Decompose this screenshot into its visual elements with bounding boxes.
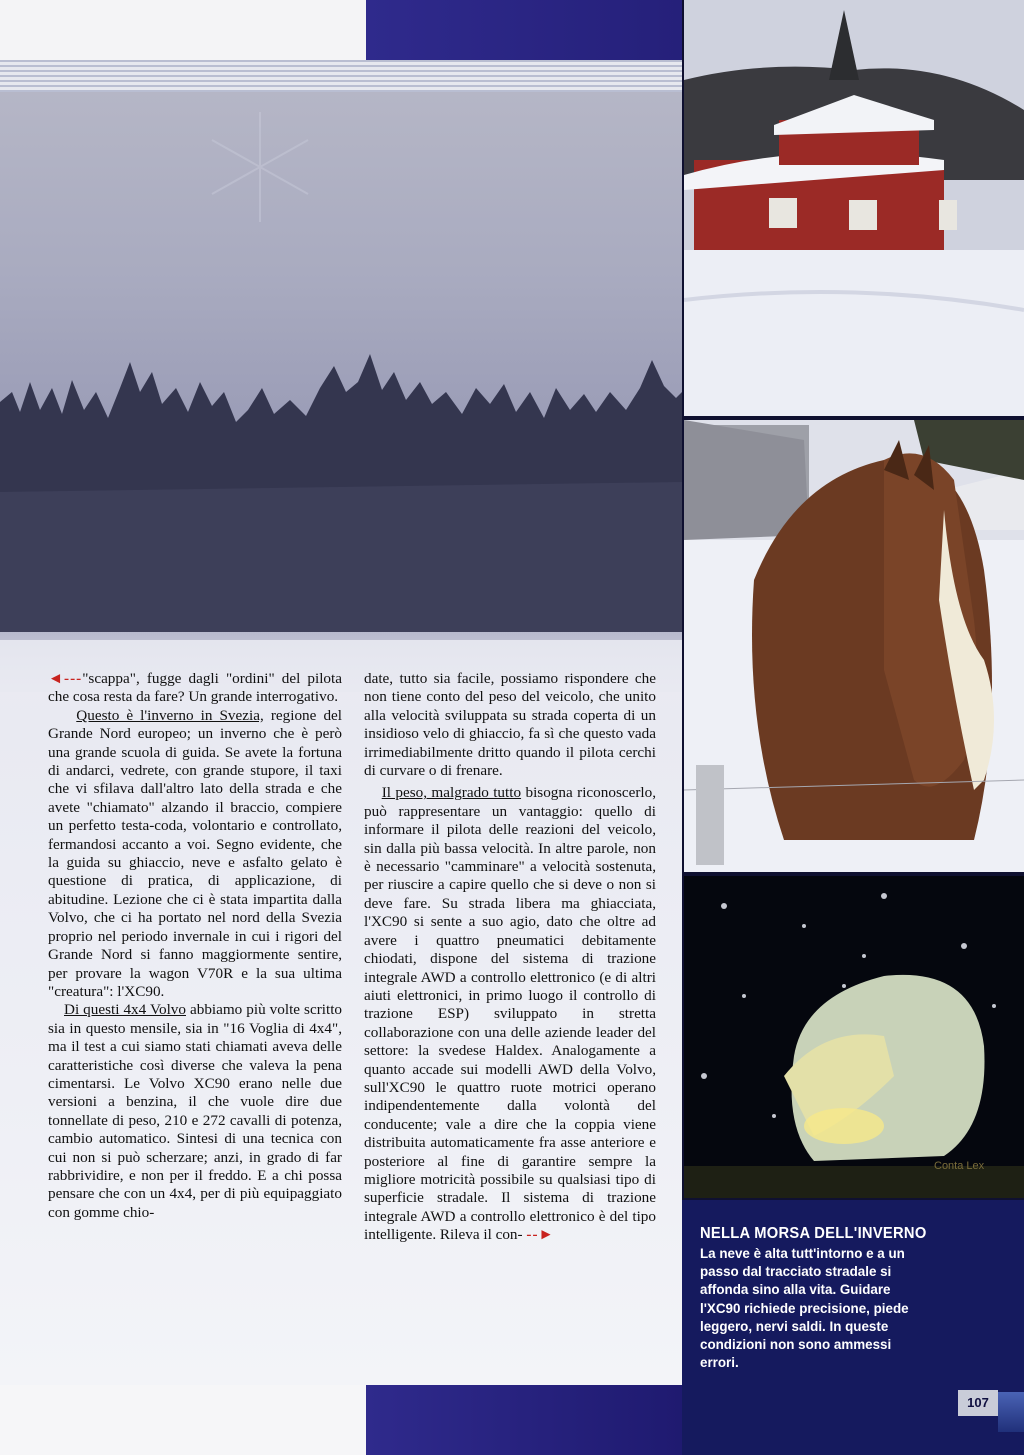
article-column-2 [364,670,656,1245]
caption-title: NELLA MORSA DELL'INVERNO [700,1225,927,1242]
paragraph-lead: Di questi 4x4 Volvo [64,1001,186,1019]
paragraph-lead: Questo è l'inverno in Svezia, [76,706,264,724]
page-number: 107 [958,1390,998,1416]
caption-text: La neve è alta tutt'intorno e a un passo dal tracciato stradale si affonda sino alla vita. Guidare l'XC90 richiede precisione, piede leggero, nervi saldi. In queste condizioni non sono ammessi errori. [700,1246,909,1371]
paragraph [48,707,342,1002]
photo-credit: Conta Lex [934,1160,985,1172]
photo-red-house [684,0,1024,416]
top-color-band [366,0,682,60]
top-margin [0,0,366,60]
paragraph [364,670,656,780]
paragraph [48,1001,342,1222]
paragraph-text: date, tutto sia facile, possiamo rispondere che non tiene conto del peso del veicolo, che unito alla velocità sviluppata su strada coperta di un insidioso velo di ghiaccio, fa sì che questo vada irrimediabilmente dritto quando il pilota cerchi di curvare o di frenare. [364,670,656,780]
header-stripes [0,60,682,92]
photo-horse [684,420,1024,872]
paragraph [364,784,656,1244]
continued-arrow-icon: ◄--- [48,670,83,687]
paragraph-text: "scappa", fugge dagli "ordini" del pilota che cosa resta da fare? Un grande interrogativo. [48,670,342,706]
bottom-color-band [366,1385,682,1455]
paragraph-lead: Il peso, malgrado tutto [381,784,522,802]
continues-arrow-icon: --► [526,1226,555,1244]
page-tab [998,1392,1024,1432]
paragraph [48,670,342,707]
paragraph-text: abbiamo più volte scritto sia in questo mensile, sia in "16 Voglia di 4x4", ma il test a cui siamo stati chiamati aveva delle caratteristiche così diverse che valeva la pena cimentarsi. Le Volvo XC90 erano nelle due versioni a benzina, il che vuole dire due tonnellate di peso, 210 e 272 cavalli di potenza, cambio automatico. Sintesi di una tecnica con cui non si può scherzare; anzi, in grado di far rabbrividire, e non per il freddo. E a chi possa pensare che con un 4x4, per di più equipaggiato con gomme chio- [48,1001,343,1221]
paragraph-text: regione del Grande Nord europeo; un inverno che è però una grande scuola di guida. Se avete la fortuna di andarci, vedrete, con grande stupore, il taxi che vi sfilava dall'altro lato della strada e che avete "chiamato" alzando il braccio, compiere un perfetto testa-coda, volontario e controllato, fermandosi accanto a voi. Segno evidente, che la guida su ghiaccio, neve e asfalto gelato è questione di pratica, di applicazione, di abitudine. Lezione che ci è stata impartita dalla Volvo, che ci ha portato nel nord della Svezia proprio nel periodo invernale in cui i rigori del Grande Nord si fanno maggiormente sentire, per provare la wagon V70R e la sua ultima "creatura": l'XC90. [48,706,342,1000]
bottom-margin [0,1385,366,1455]
photo-caption-box [682,1200,1024,1455]
article-column-1 [48,670,342,1222]
hero-photo-forest [0,92,682,692]
paragraph-text: bisogna riconoscerlo, può rappresentare un vantaggio: quello di informare il pilota delle reazioni del veicolo, sin dalla più bassa velocità. In altre parole, non è necessario "camminare" a velocità sostenuta, per riuscire a capire quello che si deve o non si deve fare. Su strada libera ma ghiacciata, l'XC90 si sente a suo agio, dato che oltre ad avere i quattro pneumatici debitamente chiodati, dispone del sistema di trazione integrale AWD a controllo elettronico (e di altri aiuti elettronici, in primo luogo il controllo di trazione ESP) sviluppato in stretta collaborazione con una delle aziende leader del settore: la svedese Haldex. Analogamente a quanto accade sui modelli AWD della Volvo, sull'XC90 le quattro ruote motrici operano indipendentemente dalla volontà del conducente; vale a dire che la coppia viene distribuita automaticamente fra asse anteriore e posteriore al fine di garantire sempre la migliore motricità possibile su qualsiasi tipo di superficie stradale. Il sistema di trazione integrale AWD a controllo elettronico è del tipo intelligente. Rileva il con- [364,784,657,1244]
photo-ice-sculpture [684,876,1024,1198]
